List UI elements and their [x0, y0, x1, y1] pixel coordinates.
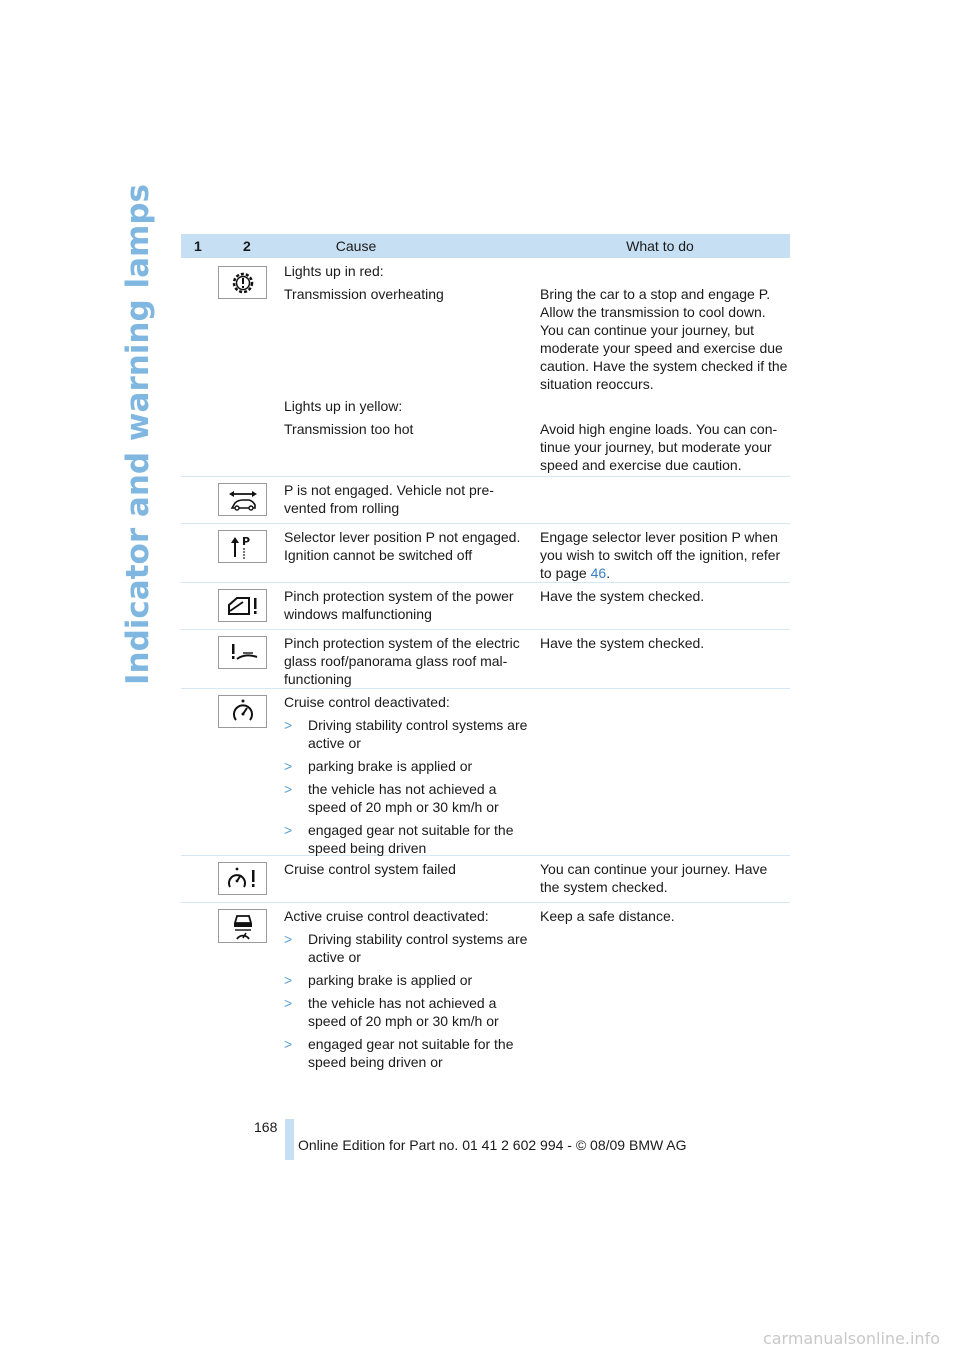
cruise-deactivated-list: [284, 716, 529, 857]
bullet-mark: >: [284, 758, 293, 774]
selector-cause: Selector lever position P not engaged. Ignition cannot be switched off: [284, 529, 521, 563]
list-item-text: engaged gear not suitable for the speed being driven: [308, 822, 514, 856]
header-what-to-do: What to do: [626, 238, 694, 254]
table-row-active-cruise: [181, 903, 790, 1075]
bullet-mark: >: [284, 822, 293, 838]
bullet-mark: >: [284, 995, 293, 1011]
page-number: 168: [254, 1119, 278, 1135]
selector-todo-suffix: .: [606, 565, 611, 581]
header-col-1: 1: [194, 238, 202, 254]
list-item-text: parking brake is applied or: [308, 758, 473, 774]
red-label: Lights up in red:: [284, 263, 384, 279]
table-row-cruise-deactivated: [181, 689, 790, 856]
list-item-text: engaged gear not suitable for the speed being driven or: [308, 1036, 514, 1070]
active-cruise-list: [284, 930, 529, 1071]
bullet-mark: >: [284, 972, 293, 988]
cruise-deactivated-cause: Cruise control deactivated:: [284, 694, 450, 710]
cruise-failed-cause: Cruise control system failed: [284, 861, 456, 877]
footer-edition-text: Online Edition for Part no. 01 41 2 602 994 - © 08/09 BMW AG: [298, 1137, 687, 1153]
window-warning-icon: [218, 589, 267, 622]
watermark: carmanualsonline.info: [762, 1329, 940, 1348]
transmission-gear-warning-icon: [218, 266, 267, 299]
list-item-text: Driving stability control systems are active or: [308, 717, 528, 751]
bullet-mark: >: [284, 781, 293, 797]
list-item: [284, 821, 529, 857]
indicator-table: [181, 234, 790, 1075]
list-item: [284, 780, 529, 816]
car-rolling-icon: [218, 483, 267, 516]
cruise-failed-todo: You can continue your journey. Have the system checked.: [540, 861, 768, 895]
list-item-text: the vehicle has not achieved a speed of 20 mph or 30 km/h or: [308, 995, 499, 1029]
side-section-title: Indicator and warning lamps: [120, 184, 156, 686]
svg-text:P: P: [241, 534, 250, 548]
list-item: [284, 757, 529, 775]
bullet-mark: >: [284, 1036, 293, 1052]
header-col-2: 2: [243, 238, 251, 254]
red-cause: Transmission overheating: [284, 286, 444, 302]
list-item-text: parking brake is applied or: [308, 972, 473, 988]
selector-todo: [540, 528, 788, 582]
list-item-text: Driving stability control systems are active or: [308, 931, 528, 965]
footer-accent-bar: [285, 1119, 294, 1160]
table-row-roof: [181, 630, 790, 689]
header-cause: Cause: [335, 238, 377, 254]
yellow-todo: Avoid high engine loads. You can con-tinue your journey, but moderate your speed and exercise due caution.: [540, 421, 778, 473]
yellow-cause: Transmission too hot: [284, 421, 414, 437]
bullet-mark: >: [284, 717, 293, 733]
table-header: [181, 234, 790, 258]
table-row-rolling: [181, 477, 790, 524]
active-cruise-control-icon: [218, 909, 267, 943]
active-cruise-cause: Active cruise control deactivated:: [284, 908, 489, 924]
table-row-cruise-failed: [181, 856, 790, 903]
rolling-cause: P is not engaged. Vehicle not pre-vented from rolling: [284, 482, 494, 516]
selector-lever-p-icon: [218, 530, 267, 563]
list-item: [284, 971, 529, 989]
roof-cause: Pinch protection system of the electric glass roof/panorama glass roof mal-functioning: [284, 635, 520, 687]
table-row-transmission: [181, 258, 790, 477]
table-row-selector: [181, 524, 790, 583]
windows-todo: Have the system checked.: [540, 588, 705, 604]
cruise-control-failure-icon: [218, 862, 267, 895]
list-item: [284, 1035, 529, 1071]
table-row-windows: [181, 583, 790, 630]
red-todo: Bring the car to a stop and engage P. Allow the transmission to cool down. You can continue your journey, but moderate your speed and exercise due caution. Have the system checked if the situation reoccurs.: [540, 286, 788, 392]
cruise-control-icon: [218, 695, 267, 728]
list-item: [284, 930, 529, 966]
roof-todo: Have the system checked.: [540, 635, 705, 651]
yellow-label: Lights up in yellow:: [284, 398, 403, 414]
list-item-text: the vehicle has not achieved a speed of 20 mph or 30 km/h or: [308, 781, 499, 815]
roof-warning-icon: [218, 636, 267, 669]
list-item: [284, 716, 529, 752]
page-link-46[interactable]: 46: [590, 565, 607, 581]
list-item: [284, 994, 529, 1030]
selector-todo-text: Engage selector lever position P when you wish to switch off the ignition, refer to page: [540, 529, 781, 581]
windows-cause: Pinch protection system of the power windows malfunctioning: [284, 588, 514, 622]
active-cruise-todo: Keep a safe distance.: [540, 908, 675, 924]
bullet-mark: >: [284, 931, 293, 947]
